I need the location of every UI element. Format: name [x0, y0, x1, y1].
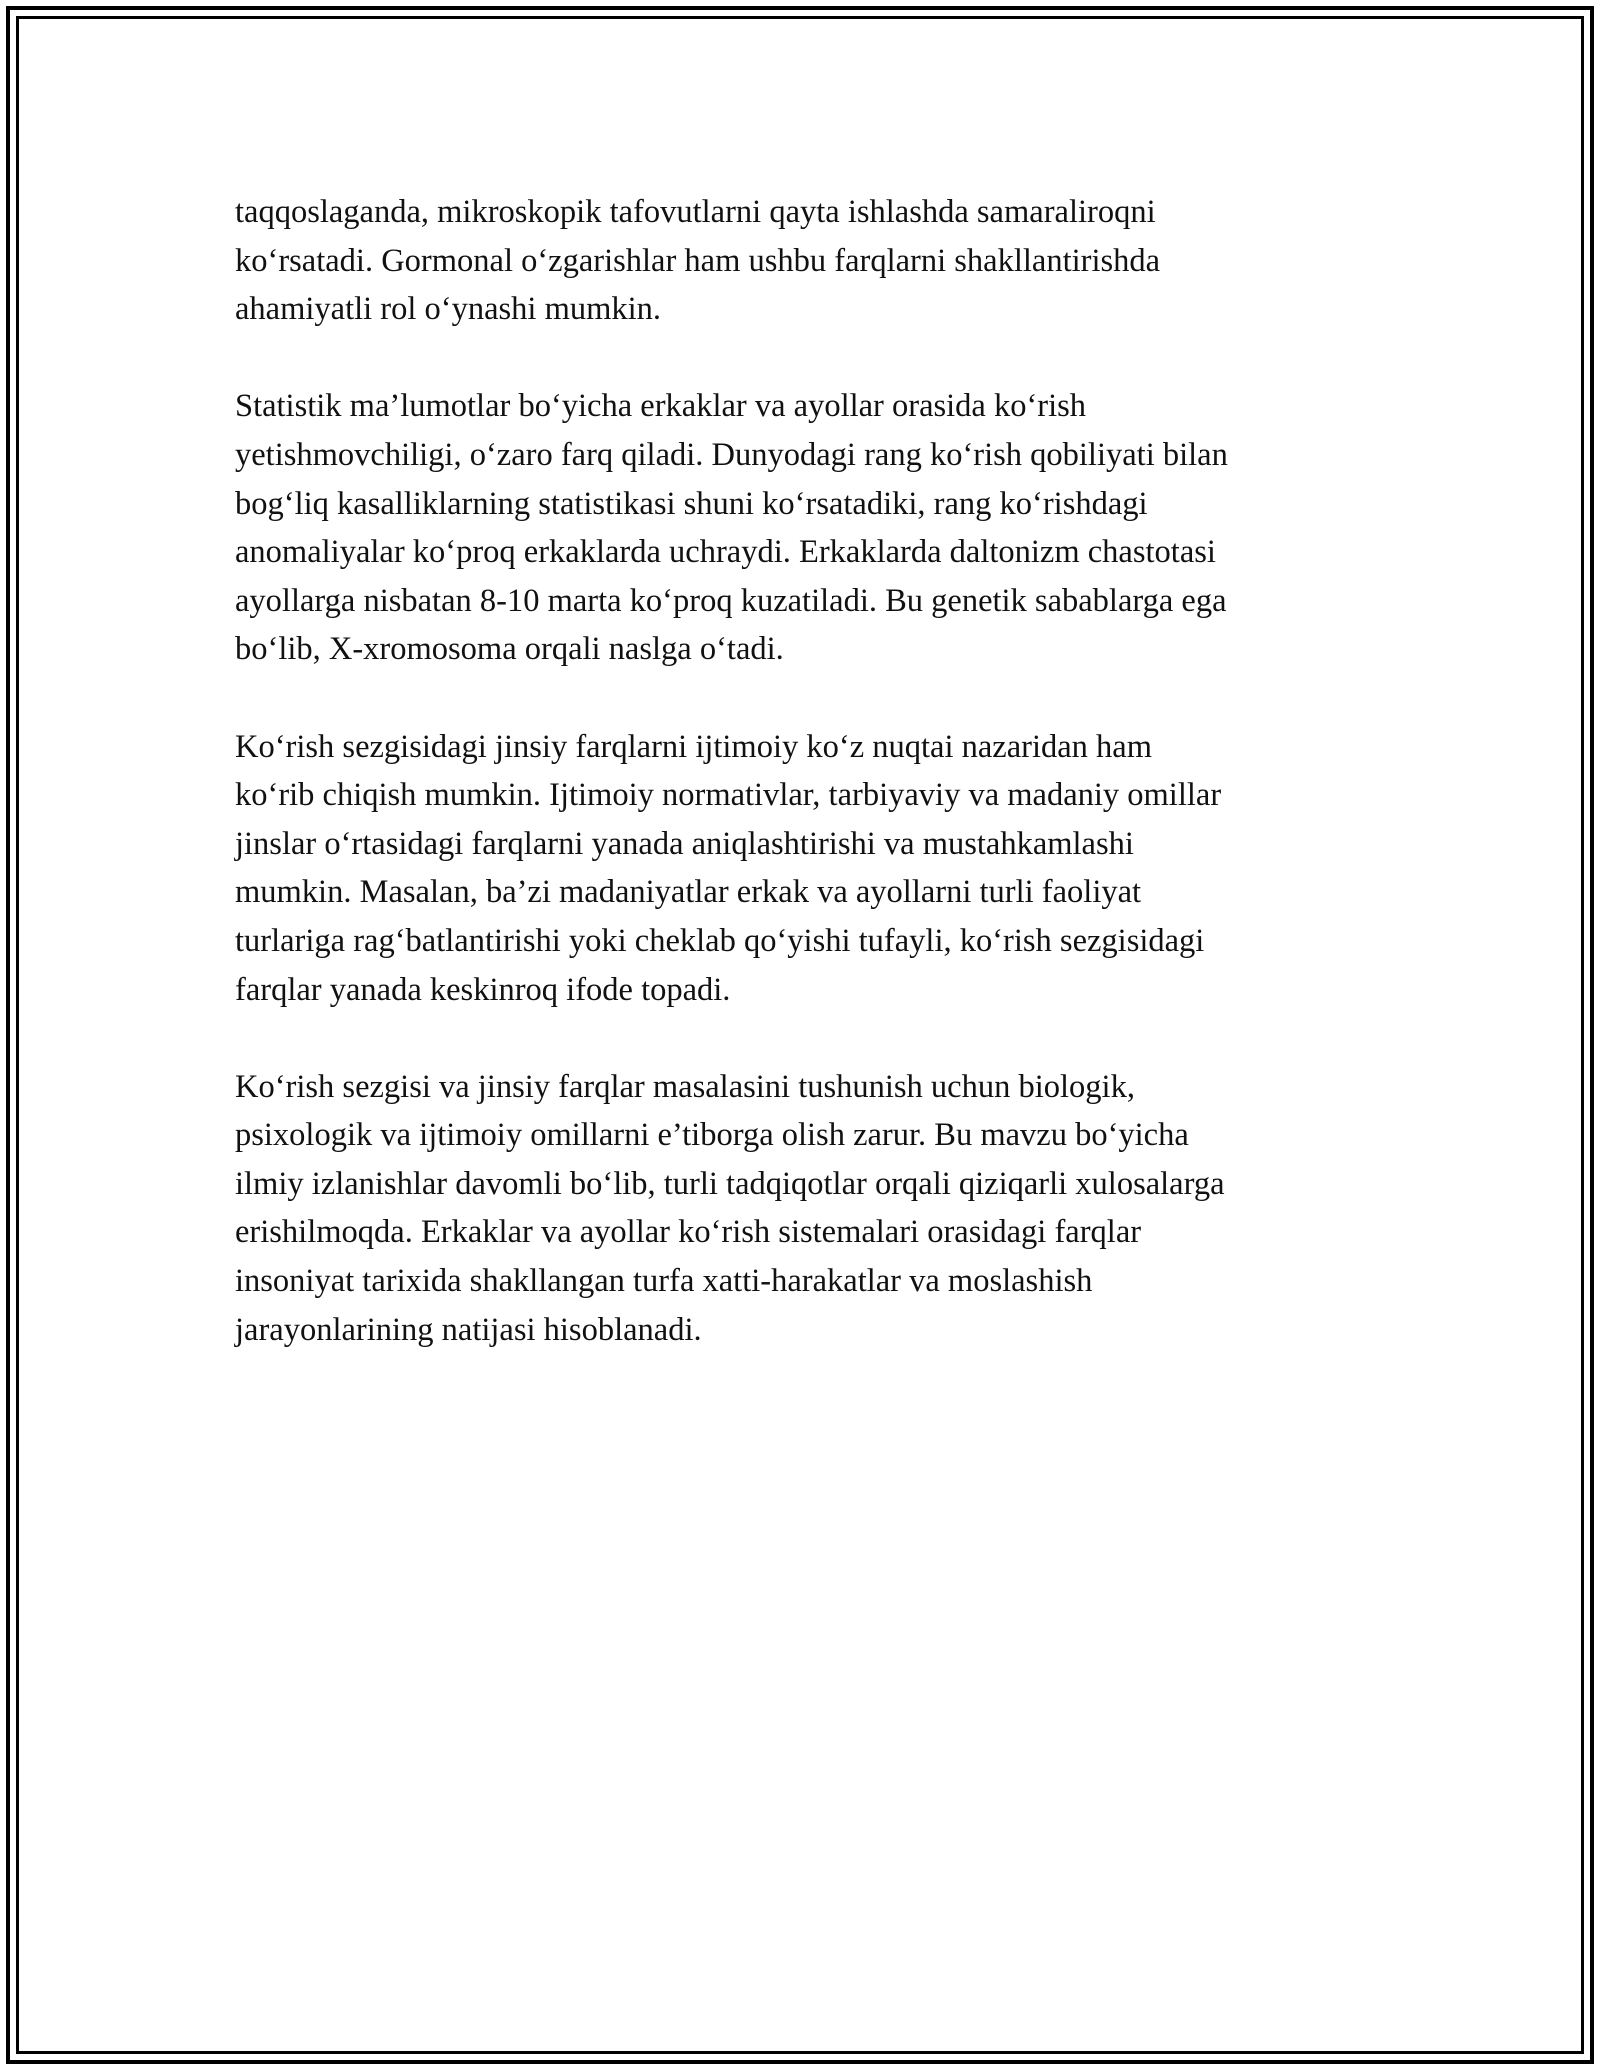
paragraph-1: taqqoslaganda, mikroskopik tafovutlarni qayta ishlashda samaraliroqni ko‘rsatadi. Gormonal o‘zgarishlar ham ushbu farqlarni shakllantirishda ahamiyatli rol o‘ynashi mumkin.	[235, 194, 1161, 328]
document-body	[235, 188, 1375, 1403]
paragraph-4: Ko‘rish sezgisi va jinsiy farqlar masalasini tushunish uchun biologik, psixologik va ijtimoiy omillarni e’tiborga olish zarur. Bu mavzu bo‘yicha ilmiy izlanishlar davomli bo‘lib, turli tadqiqotlar orqali qiziqarli xulosalarga erishilmoqda. Erkaklar va ayollar ko‘rish sistemalari orasidagi farqlar insoniyat tarixida shakllangan turfa xatti-harakatlar va moslashish jarayonlarining natijasi hisoblanadi.	[235, 1068, 1225, 1348]
paragraph-2: Statistik ma’lumotlar bo‘yicha erkaklar va ayollar orasida ko‘rish yetishmovchiligi, o‘zaro farq qiladi. Dunyodagi rang ko‘rish qobiliyati bilan bog‘liq kasalliklarning statistikasi shuni ko‘rsatadiki, rang ko‘rishdagi anomaliyalar ko‘proq erkaklarda uchraydi. Erkaklarda daltonizm chastotasi ayollarga nisbatan 8-10 marta ko‘proq kuzatiladi. Bu genetik sabablarga ega bo‘lib, X-xromosoma orqali naslga o‘tadi.	[235, 388, 1228, 668]
paragraph-3: Ko‘rish sezgisidagi jinsiy farqlarni ijtimoiy ko‘z nuqtai nazaridan ham ko‘rib chiqish mumkin. Ijtimoiy normativlar, tarbiyaviy va madaniy omillar jinslar o‘rtasidagi farqlarni yanada aniqlashtirishi va mustahkamlashi mumkin. Masalan, ba’zi madaniyatlar erkak va ayollarni turli faoliyat turlariga rag‘batlantirishi yoki cheklab qo‘yishi tufayli, ko‘rish sezgisidagi farqlar yanada keskinroq ifode topadi.	[235, 728, 1222, 1008]
